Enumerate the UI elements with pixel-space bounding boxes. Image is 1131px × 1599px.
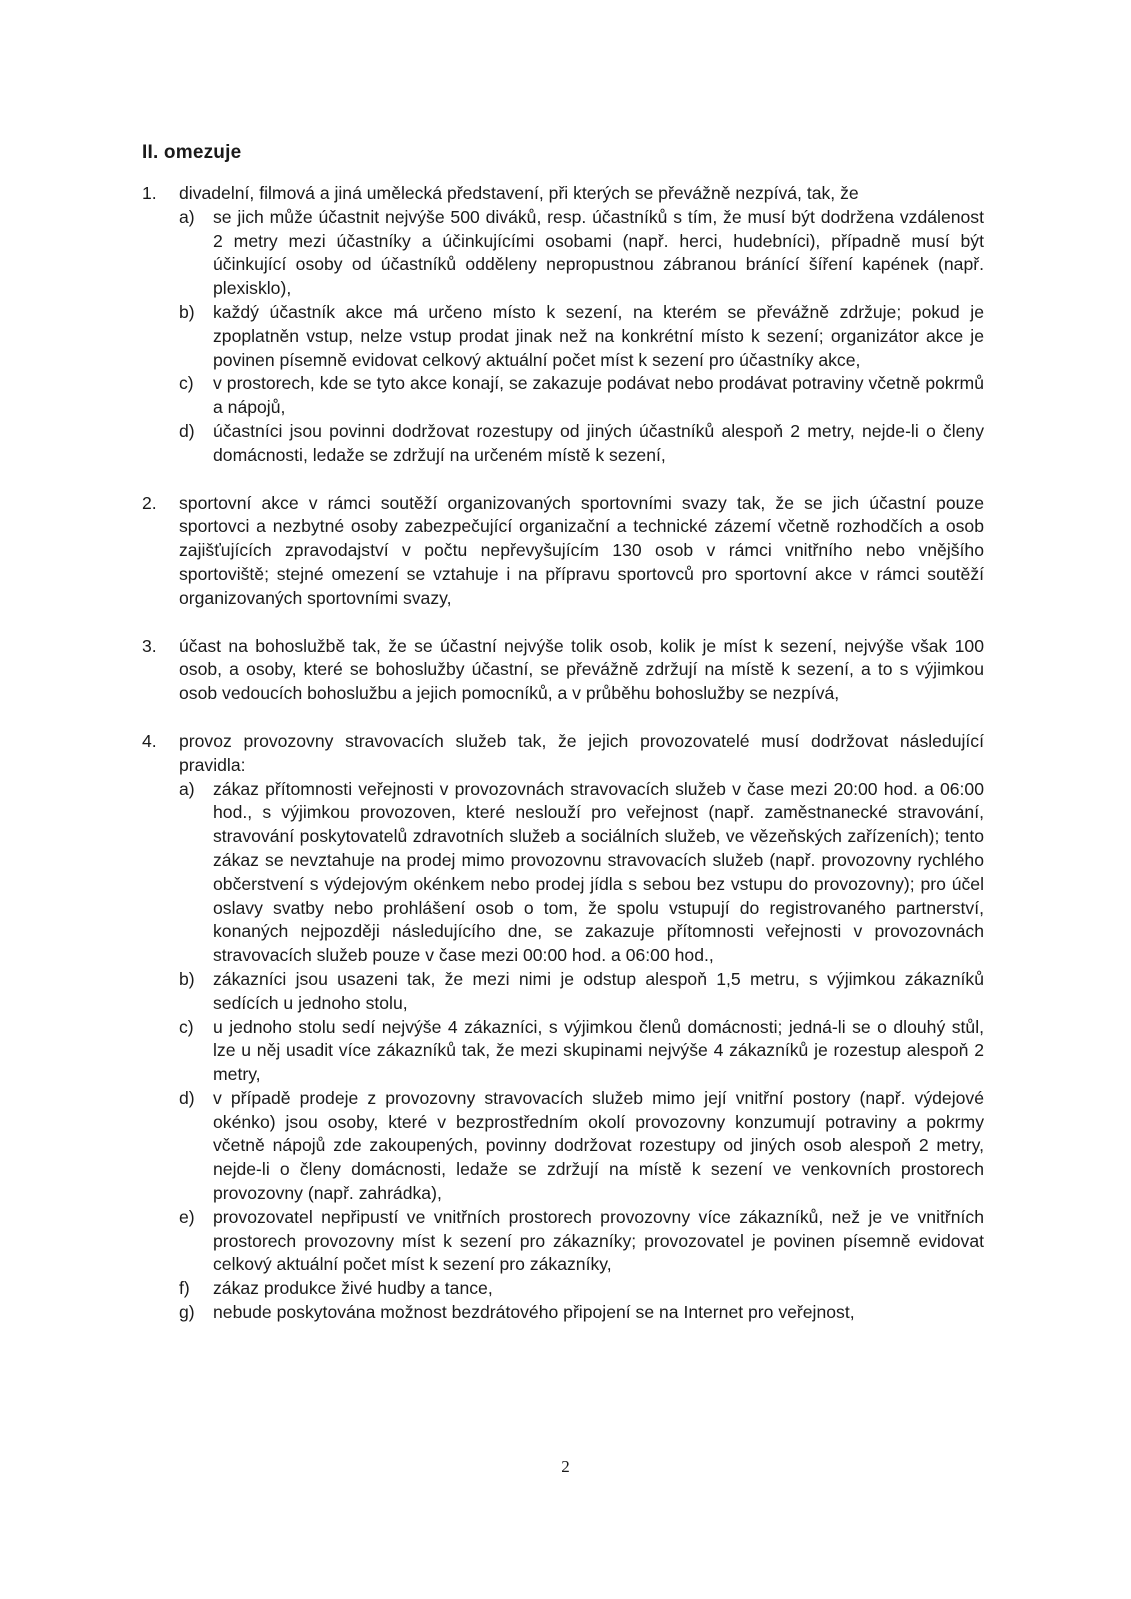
- sub-item-text: provozovatel nepřipustí ve vnitřních prostorech provozovny více zákazníků, než je ve vnitřních prostorech provozovny míst k sezení pro zákazníky; provozovatel je povinen písemně evidovat celkový aktuální počet míst k sezení pro zákazníky,: [213, 1206, 984, 1275]
- sub-item-letter: c): [179, 1016, 194, 1037]
- sub-item-text: u jednoho stolu sedí nejvýše 4 zákazníci, s výjimkou členů domácnosti; jedná-li se o dlouhý stůl, lze u něj usadit více zákazníků tak, že mezi skupinami nejvýše 4 zákazníků je rozestup alespoň 2 metry,: [213, 1016, 984, 1085]
- sub-item-4c: [179, 1016, 984, 1087]
- sub-item-text: v případě prodeje z provozovny stravovacích služeb mimo její vnitřní postory (např. výdejové okénko) jsou osoby, které v bezprostředním okolí provozovny konzumují potraviny a pokrmy včetně nápojů zde zakoupených, povinny dodržovat rozestupy od jiných osob alespoň 2 metry, nejde-li o členy domácnosti, ledaže se zdržují na místě k sezení ve venkovních prostorech provozovny (např. zahrádka),: [213, 1087, 984, 1204]
- sub-item-1c: [179, 372, 984, 420]
- sub-item-text: účastníci jsou povinni dodržovat rozestupy od jiných účastníků alespoň 2 metry, nejde-li o členy domácnosti, ledaže se zdržují na určeném místě k sezení,: [213, 420, 984, 465]
- sub-item-4g: [179, 1301, 984, 1325]
- item-number: 4.: [142, 730, 157, 751]
- item-body: [179, 730, 984, 1325]
- sub-item-letter: a): [179, 206, 195, 227]
- sub-item-letter: d): [179, 1087, 195, 1108]
- section-content: [142, 182, 984, 1325]
- item-text: divadelní, filmová a jiná umělecká představení, při kterých se převážně nezpívá, tak, že: [179, 183, 859, 203]
- sub-item-letter: d): [179, 420, 195, 441]
- list-item-3: [142, 635, 984, 706]
- item-number: 3.: [142, 635, 157, 656]
- sub-item-4d: [179, 1087, 984, 1206]
- sub-item-letter: g): [179, 1302, 195, 1323]
- sub-item-text: nebude poskytována možnost bezdrátového připojení se na Internet pro veřejnost,: [213, 1302, 855, 1323]
- sub-item-1a: [179, 206, 984, 301]
- sub-item-4b: [179, 968, 984, 1016]
- sub-item-1b: [179, 301, 984, 372]
- sub-item-4e: [179, 1206, 984, 1277]
- item-body: [179, 182, 984, 468]
- list-item-4: [142, 730, 984, 1325]
- sub-item-text: zákaz přítomnosti veřejnosti v provozovnách stravovacích služeb v čase mezi 20:00 hod. a 06:00 hod., s výjimkou provozoven, které neslouží pro veřejnost (např. zaměstnanecké stravování, stravování poskytovatelů zdravotních služeb a sociálních služeb, ve vězeňských zařízeních); tento zákaz se nevztahuje na prodej mimo provozovnu stravovacích služeb (např. provozovny rychlého občerstvení s výdejovým okénkem nebo prodej jídla s sebou bez vstupu do provozovny); pro účel oslavy svatby nebo prohlášení osob o tom, že spolu vstupují do registrovaného partnerství, konaných nejpozději následujícího dne, se zakazuje přítomnosti veřejnosti v provozovnách stravovacích služeb pouze v čase mezi 00:00 hod. a 06:00 hod.,: [213, 778, 984, 966]
- section-heading: II. omezuje: [142, 142, 242, 163]
- item-number: 1.: [142, 183, 157, 203]
- sub-item-letter: a): [179, 778, 195, 799]
- item-text: provoz provozovny stravovacích služeb tak, že jejich provozovatelé musí dodržovat následující pravidla:: [179, 730, 984, 775]
- sub-item-text: zákaz produkce živé hudby a tance,: [213, 1278, 493, 1299]
- item-number: 2.: [142, 492, 157, 513]
- sub-item-text: v prostorech, kde se tyto akce konají, se zakazuje podávat nebo prodávat potraviny včetně pokrmů a nápojů,: [213, 373, 984, 418]
- item-body: [179, 635, 984, 706]
- sub-item-letter: f): [179, 1278, 190, 1299]
- sub-item-1d: [179, 420, 984, 468]
- sub-item-letter: b): [179, 301, 195, 322]
- list-item-1: [142, 182, 984, 468]
- sub-item-text: každý účastník akce má určeno místo k sezení, na kterém se převážně zdržuje; pokud je zpoplatněn vstup, nelze vstup prodat jinak než na konkrétní místo k sezení; organizátor akce je povinen písemně evidovat celkový aktuální počet míst k sezení pro účastníky akce,: [213, 301, 984, 370]
- sub-item-4a: [179, 778, 984, 968]
- sub-item-letter: b): [179, 968, 195, 989]
- list-item-2: [142, 492, 984, 611]
- page-number: 2: [561, 1457, 570, 1476]
- item-body: [179, 492, 984, 611]
- sub-item-letter: e): [179, 1206, 195, 1227]
- item-text: sportovní akce v rámci soutěží organizovaných sportovními svazy tak, že se jich účastní pouze sportovci a nezbytné osoby zabezpečující organizační a technické zázemí včetně rozhodčích a osob zajišťujících zpravodajství v počtu nepřevyšujícím 130 osob v rámci vnitřního nebo vnějšího sportoviště; stejné omezení se vztahuje i na přípravu sportovců pro sportovní akce v rámci soutěží organizovaných sportovními svazy,: [179, 492, 984, 608]
- sub-item-text: se jich může účastnit nejvýše 500 diváků, resp. účastníků s tím, že musí být dodržena vzdálenost 2 metry mezi účastníky a účinkujícími osobami (např. herci, hudebníci), případně musí být účinkující osoby od účastníků odděleny nepropustnou zábranou bránící šíření kapének (např. plexisklo),: [213, 206, 984, 299]
- sub-item-4f: [179, 1277, 984, 1301]
- sub-item-text: zákazníci jsou usazeni tak, že mezi nimi je odstup alespoň 1,5 metru, s výjimkou zákazníků sedících u jednoho stolu,: [213, 968, 984, 1013]
- item-text: účast na bohoslužbě tak, že se účastní nejvýše tolik osob, kolik je míst k sezení, nejvýše však 100 osob, a osoby, které se bohoslužby účastní, se převážně zdržují na místě k sezení, a to s výjimkou osob vedoucích bohoslužbu a jejich pomocníků, a v průběhu bohoslužby se nezpívá,: [179, 635, 984, 704]
- sub-item-letter: c): [179, 373, 194, 394]
